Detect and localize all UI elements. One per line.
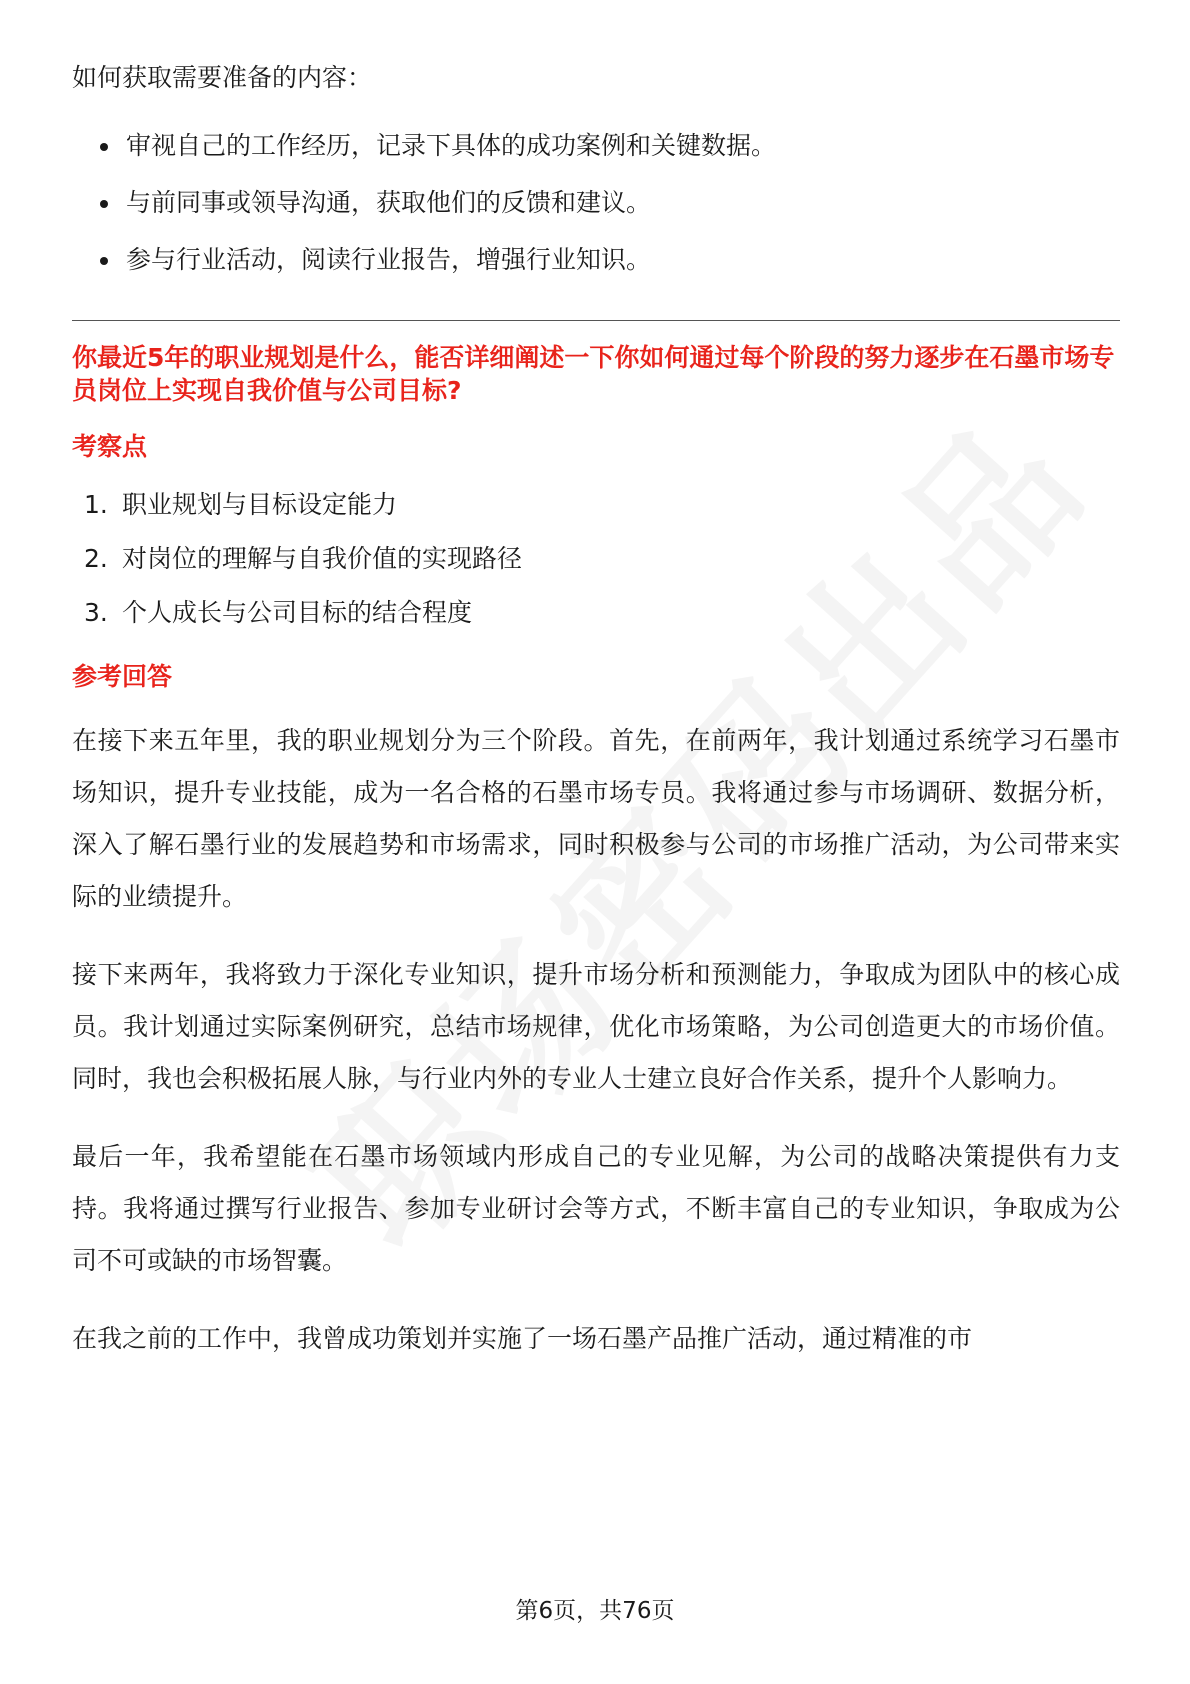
- answer-paragraph: 在接下来五年里，我的职业规划分为三个阶段。首先，在前两年，我计划通过系统学习石墨市场知识，提升专业技能，成为一名合格的石墨市场专员。我将通过参与市场调研、数据分析，深入了解石墨行业的发展趋势和市场需求，同时积极参与公司的市场推广活动，为公司带来实际的业绩提升。: [72, 726, 1120, 911]
- bullet-dot-icon: [100, 257, 108, 265]
- points-heading: 考察点: [72, 432, 148, 461]
- bullet-dot-icon: [100, 143, 108, 151]
- page-content: [72, 58, 1120, 1391]
- assessment-points-list: [72, 485, 1120, 633]
- list-item: [72, 183, 1120, 223]
- list-item-number: 3.: [84, 598, 108, 627]
- section-divider: [72, 320, 1120, 321]
- intro-text: 如何获取需要准备的内容：: [72, 63, 373, 92]
- list-item: [72, 126, 1120, 166]
- list-item: [72, 485, 1120, 525]
- list-item-number: 1.: [84, 490, 108, 519]
- answer-paragraph: 接下来两年，我将致力于深化专业知识，提升市场分析和预测能力，争取成为团队中的核心成员。我计划通过实际案例研究，总结市场规律，优化市场策略，为公司创造更大的市场价值。同时，我也会积极拓展人脉，与行业内外的专业人士建立良好合作关系，提升个人影响力。: [72, 960, 1120, 1093]
- preparation-list: [72, 126, 1120, 280]
- interview-question: 你最近5年的职业规划是什么，能否详细阐述一下你如何通过每个阶段的努力逐步在石墨市场专员岗位上实现自我价值与公司目标?: [72, 343, 1115, 405]
- page-number: 第6页，共76页: [515, 1598, 675, 1624]
- list-item-text: 与前同事或领导沟通，获取他们的反馈和建议。: [126, 188, 652, 217]
- answer-heading: 参考回答: [72, 662, 173, 691]
- list-item-text: 审视自己的工作经历，记录下具体的成功案例和关键数据。: [126, 131, 777, 160]
- list-item-text: 个人成长与公司目标的结合程度: [122, 598, 473, 627]
- list-item-text: 对岗位的理解与自我价值的实现路径: [122, 544, 523, 573]
- bullet-dot-icon: [100, 200, 108, 208]
- list-item-text: 职业规划与目标设定能力: [122, 490, 398, 519]
- answer-paragraph: 在我之前的工作中，我曾成功策划并实施了一场石墨产品推广活动，通过精准的市: [72, 1324, 973, 1353]
- list-item-number: 2.: [84, 544, 108, 573]
- list-item-text: 参与行业活动，阅读行业报告，增强行业知识。: [126, 245, 652, 274]
- list-item: [72, 539, 1120, 579]
- list-item: [72, 240, 1120, 280]
- list-item: [72, 593, 1120, 633]
- answer-paragraph: 最后一年，我希望能在石墨市场领域内形成自己的专业见解，为公司的战略决策提供有力支持。我将通过撰写行业报告、参加专业研讨会等方式，不断丰富自己的专业知识，争取成为公司不可或缺的市场智囊。: [72, 1142, 1120, 1275]
